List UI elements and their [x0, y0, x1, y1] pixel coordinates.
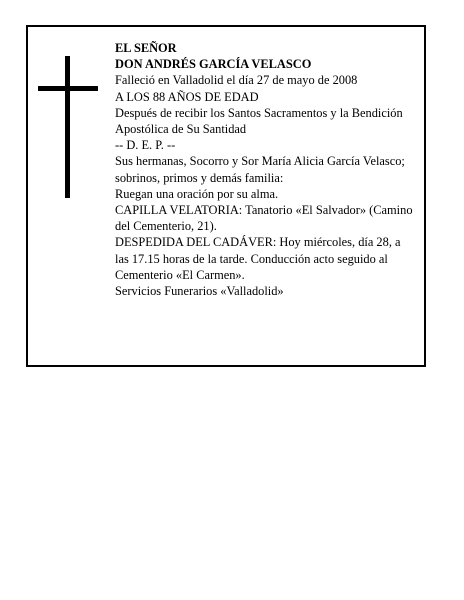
dep-line: -- D. E. P. -- — [115, 138, 176, 153]
funeral-services-line: Servicios Funerarios «Valladolid» — [115, 284, 284, 299]
obituary-text — [115, 40, 415, 299]
cross-horizontal-bar — [38, 86, 98, 91]
sacraments-line: Después de recibir los Santos Sacramentos y la Bendición Apostólica de Su Santidad — [115, 105, 403, 137]
family-line: Sus hermanas, Socorro y Sor María Alicia García Velasco; sobrinos, primos y demás familia: — [115, 154, 405, 185]
deceased-name: DON ANDRÉS GARCÍA VELASCO — [115, 57, 312, 72]
prayer-line: Ruegan una oración por su alma. — [115, 186, 279, 201]
chapel-line: CAPILLA VELATORIA: Tanatorio «El Salvador» (Camino del Cementerio, 21). — [115, 203, 413, 234]
cross-vertical-bar — [65, 56, 70, 198]
farewell-line: DESPEDIDA DEL CADÁVER: Hoy miércoles, día 28, a las 17.15 horas de la tarde. Conducción acto seguido al Cementerio «El Carmen». — [115, 235, 401, 282]
obituary-notice-box — [26, 25, 426, 367]
age-line: A LOS 88 AÑOS DE EDAD — [115, 89, 259, 104]
notice-title: EL SEÑOR — [115, 41, 177, 55]
death-line: Falleció en Valladolid el día 27 de mayo de 2008 — [115, 73, 358, 88]
cross-icon — [38, 56, 98, 198]
